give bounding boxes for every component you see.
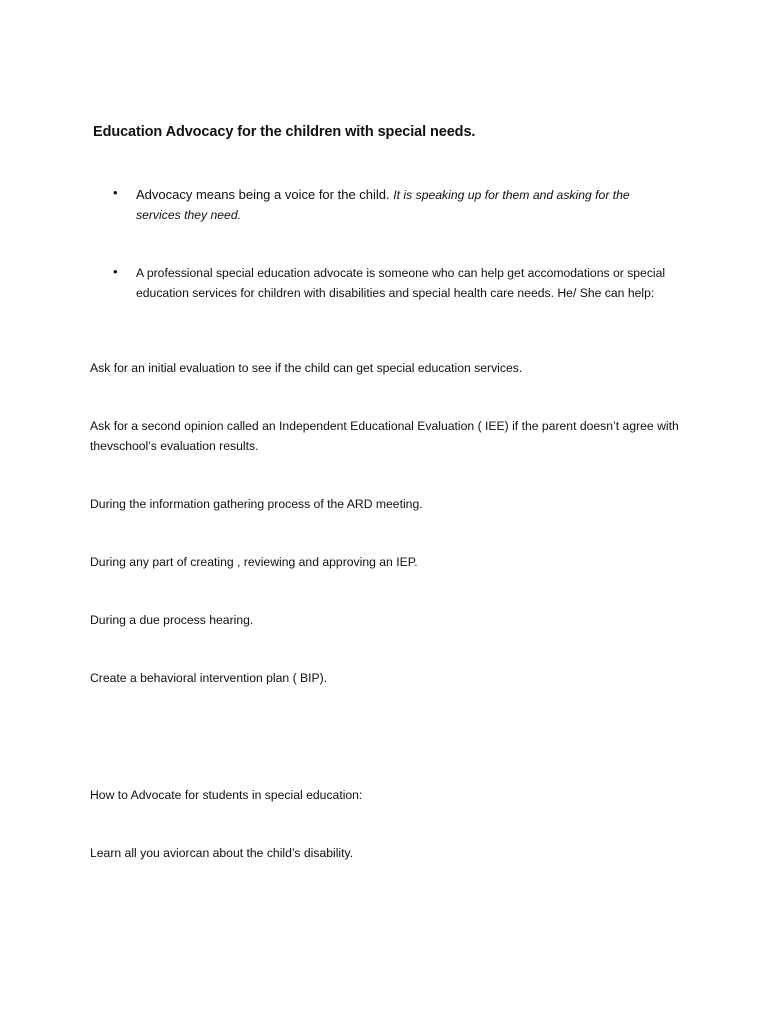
paragraph: During a due process hearing. <box>90 613 254 627</box>
bullet-marker: • <box>113 264 118 279</box>
section-heading: How to Advocate for students in special education: <box>90 788 363 802</box>
bullet-item <box>113 185 673 225</box>
bullet-item <box>113 264 673 303</box>
bullet-marker: • <box>113 185 118 200</box>
bullet-text-italic: It is speaking up for them and asking for the services they need. <box>136 188 630 222</box>
bullet-text: A professional special education advocate is someone who can help get accomodations or special education services for children with disabilities and special health care needs. He/ She can help: <box>136 266 666 300</box>
document-title: Education Advocacy for the children with special needs. <box>93 124 476 140</box>
paragraph: Learn all you aviorcan about the child’s disability. <box>90 846 354 860</box>
paragraph: During any part of creating , reviewing and approving an IEP. <box>90 555 418 569</box>
paragraph: Ask for an initial evaluation to see if the child can get special education services. <box>90 361 523 375</box>
paragraph: Ask for a second opinion called an Independent Educational Evaluation ( IEE) if the parent doesn’t agree with thevschool’s evaluation results. <box>90 419 679 453</box>
bullet-text-plain: Advocacy means being a voice for the child. <box>136 187 394 202</box>
bullet-text <box>136 185 673 225</box>
paragraph: Create a behavioral intervention plan ( BIP). <box>90 671 328 685</box>
paragraph: During the information gathering process of the ARD meeting. <box>90 497 423 511</box>
